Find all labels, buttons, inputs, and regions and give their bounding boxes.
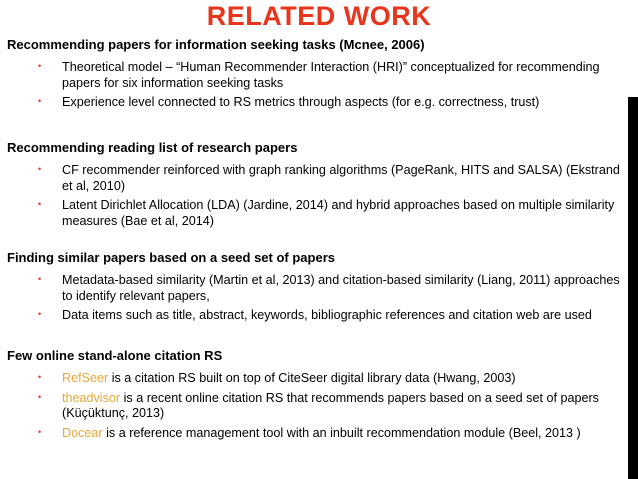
- bullet-text: Latent Dirichlet Allocation (LDA) (Jardine, 2014) and hybrid approaches based on multiple similarity measures (Bae et al, 2014): [62, 198, 615, 228]
- bullet-icon: •: [38, 164, 42, 174]
- bullet-icon: •: [38, 426, 42, 437]
- section-heading: Recommending papers for information seeking tasks (Mcnee, 2006): [7, 37, 425, 52]
- list-item: [7, 273, 625, 304]
- section-heading: Finding similar papers based on a seed set of papers: [7, 250, 335, 265]
- bullet-icon: •: [38, 391, 42, 402]
- bullet-text: is a citation RS built on top of CiteSeer digital library data (Hwang, 2003): [108, 371, 516, 385]
- section-reading-list: [7, 140, 625, 233]
- bullet-icon: •: [38, 309, 42, 319]
- bullet-text: Experience level connected to RS metrics through aspects (for e.g. correctness, trust): [62, 95, 540, 109]
- docear-link[interactable]: Docear: [62, 425, 103, 440]
- list-item: [7, 163, 625, 194]
- list-item: [7, 371, 625, 387]
- section-heading: Recommending reading list of research papers: [7, 140, 298, 155]
- section-citation-rs: [7, 348, 625, 445]
- section-heading: Few online stand-alone citation RS: [7, 348, 223, 363]
- theadvisor-link[interactable]: theadvisor: [62, 390, 121, 405]
- list-item: [7, 308, 625, 324]
- list-item: [7, 391, 625, 422]
- refseer-link[interactable]: RefSeer: [62, 371, 109, 385]
- bullet-icon: •: [38, 96, 42, 106]
- bullet-text: CF recommender reinforced with graph ranking algorithms (PageRank, HITS and SALSA) (Ekstrand et al, 2010): [62, 163, 620, 193]
- bullet-text: Data items such as title, abstract, keywords, bibliographic references and citation web are used: [62, 308, 592, 322]
- bullet-text: Metadata-based similarity (Martin et al, 2013) and citation-based similarity (Liang, 2011) approaches to identify relevant papers,: [62, 273, 620, 303]
- list-item: [7, 426, 625, 442]
- section-hri: [7, 37, 625, 115]
- bullet-text: Theoretical model – “Human Recommender Interaction (HRI)” conceptualized for recommending papers for six information seeking tasks: [62, 60, 600, 90]
- list-item: [7, 95, 625, 111]
- bullet-icon: •: [38, 274, 42, 284]
- section-similar-papers: [7, 250, 625, 328]
- list-item: [7, 60, 625, 91]
- slide-title: RELATED WORK: [206, 1, 432, 31]
- bullet-icon: •: [38, 61, 42, 71]
- bullet-text: is a recent online citation RS that recommends papers based on a seed set of papers (Küçüktunç, 2013): [62, 390, 599, 420]
- side-accent-bar: [628, 97, 638, 479]
- bullet-text: is a reference management tool with an inbuilt recommendation module (Beel, 2013 ): [102, 425, 581, 440]
- bullet-icon: •: [38, 372, 42, 382]
- bullet-icon: •: [38, 199, 42, 209]
- list-item: [7, 198, 625, 229]
